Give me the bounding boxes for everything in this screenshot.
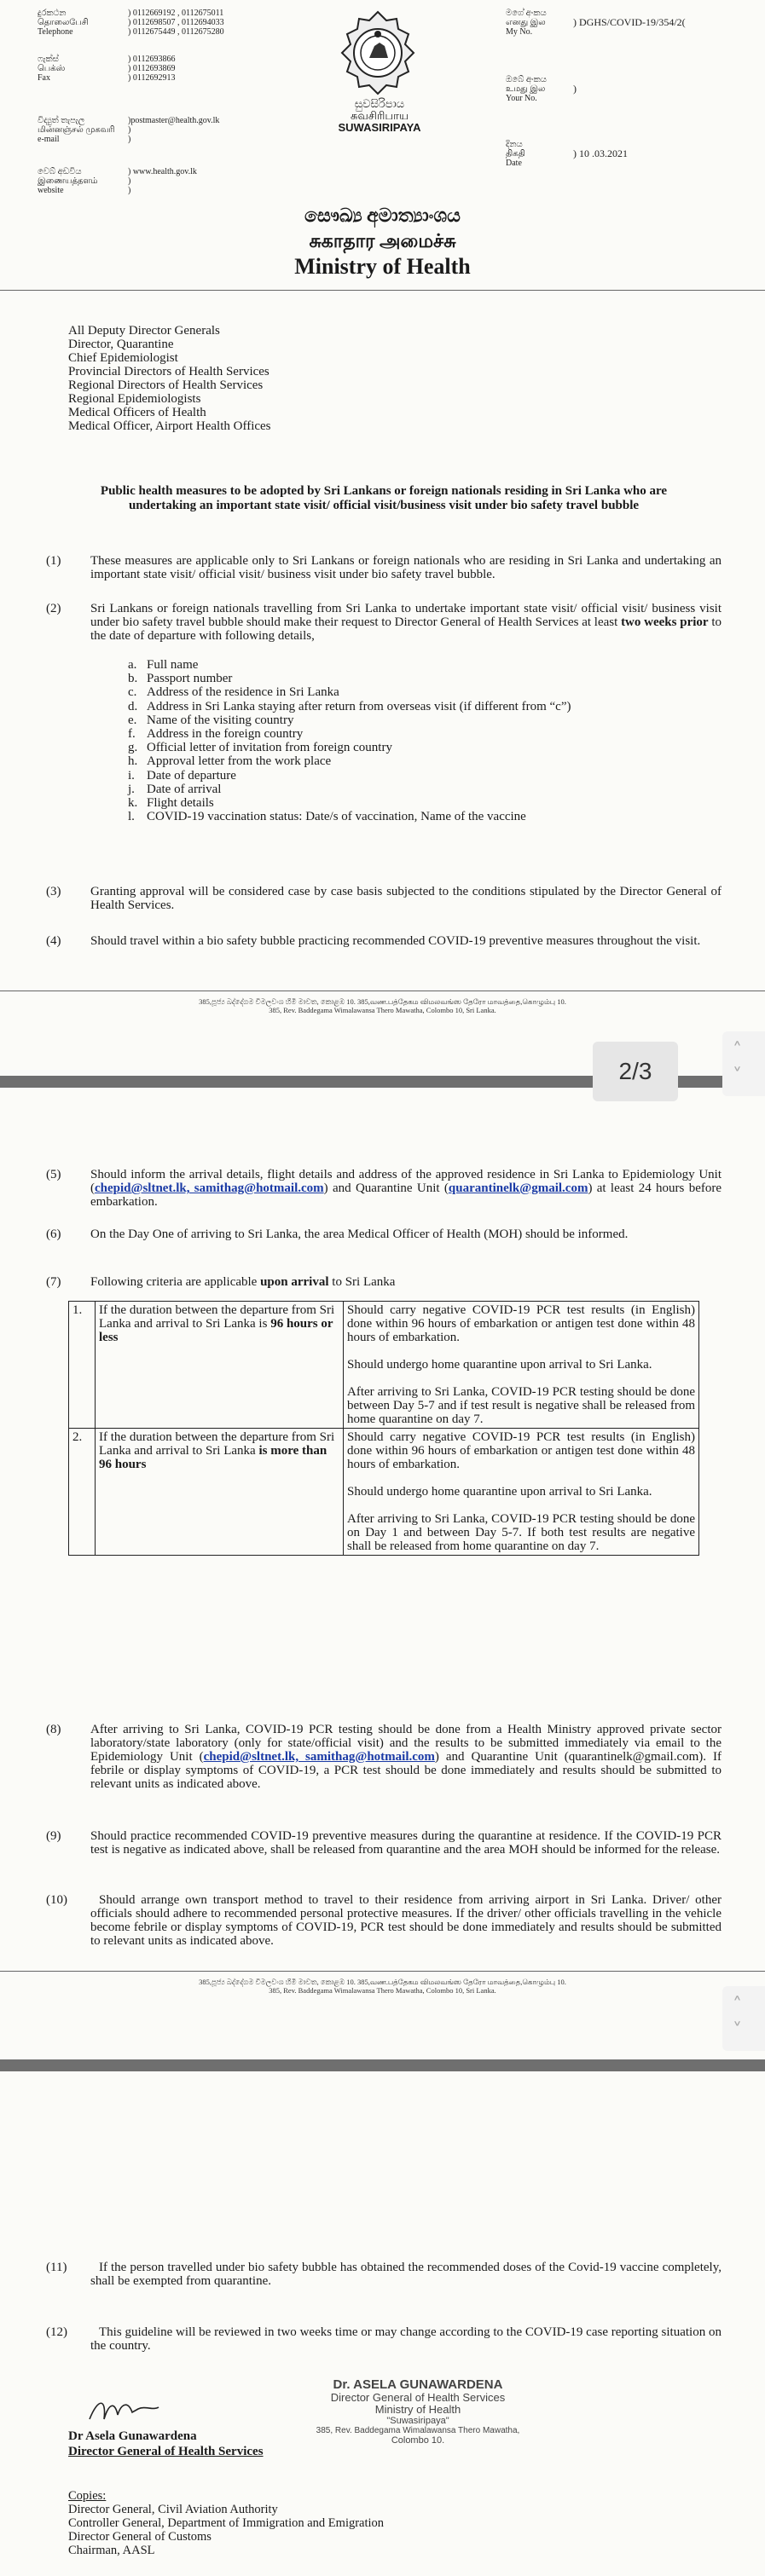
list-item: [128, 796, 571, 810]
reference-label: Date: [506, 159, 522, 168]
caption-en: SUWASIRIPAYA: [338, 121, 421, 134]
stamp-line: Colombo 10.: [391, 2435, 445, 2446]
contact-value: ) www.health.gov.lk: [128, 167, 197, 176]
list-item-key: c.: [128, 685, 137, 700]
criteria-table: [68, 1301, 699, 1556]
list-item: [128, 685, 571, 699]
para-num: (5): [46, 1168, 61, 1181]
paragraph-5: [46, 1168, 722, 1209]
stamp-line: Dr. ASELA GUNAWARDENA: [333, 2377, 503, 2392]
list-item-key: j.: [128, 782, 135, 796]
para-text: This guideline will be reviewed in two weeks time or may change according to the COVID-19 case reporting situation on the country.: [90, 2325, 722, 2353]
copy-recipient: Controller General, Department of Immigration and Emigration: [68, 2516, 385, 2530]
list-item-value: Official letter of invitation from foreign country: [147, 741, 392, 755]
copies-list: [68, 2503, 384, 2557]
para-text: to the date of departure with following details,: [90, 615, 722, 643]
list-item-key: d.: [128, 699, 138, 713]
contact-label: தொலைபேசி: [38, 18, 89, 27]
para-num: (4): [46, 934, 61, 948]
list-item: [128, 783, 571, 796]
list-item-key: h.: [128, 754, 138, 769]
addressee-list: [68, 324, 271, 433]
list-item: [128, 810, 571, 823]
list-item: [128, 741, 571, 754]
list-item-value: Passport number: [147, 672, 233, 686]
para-num: (12): [46, 2325, 67, 2339]
list-item: [128, 713, 571, 727]
addressee: All Deputy Director Generals: [68, 324, 220, 338]
page-nav-controls: [722, 1031, 765, 1096]
requirement-text: After arriving to Sri Lanka, COVID-19 PCR testing should be done on Day 1 and between Day 5-7. If both test results are negative shall be released from home quarantine on day 7.: [347, 1512, 695, 1553]
emblem-caption: [324, 98, 435, 134]
list-item-key: b.: [128, 672, 138, 686]
list-item-value: Approval letter from the work place: [147, 754, 332, 769]
paragraph-3: [46, 885, 722, 912]
para-num: (11): [46, 2261, 67, 2274]
contact-label: மின்னஞ்சல் முகவரி: [38, 125, 115, 135]
list-item-key: e.: [128, 713, 137, 727]
contact-value: ) 0112693866: [128, 55, 176, 64]
reference-label: Your No.: [506, 94, 537, 103]
paragraph-8: [46, 1723, 722, 1791]
paragraph-11: [46, 2261, 722, 2288]
requirement-text: Should undergo home quarantine upon arrival to Sri Lanka.: [347, 1358, 652, 1372]
reference-label: உமது இல: [506, 84, 546, 94]
para-text: Should travel within a bio safety bubble practicing recommended COVID-19 preventive measures throughout the visit.: [90, 934, 701, 948]
para-text: ) and Quarantine Unit (: [323, 1181, 449, 1195]
chevron-up-icon[interactable]: ˄: [733, 1040, 742, 1061]
footer-line-1: 385,පූජ්‍ය බද්දේගම විමලවංශ හිමි මාවත, කොළඹ 10. 385,வண.பத்தேகம விமலவங்ஸ தேரோ மாவத்தை,கொழும்பு 10.: [199, 1978, 566, 1986]
list-item-value: COVID-19 vaccination status: Date/s of vaccination, Name of the vaccine: [147, 810, 526, 824]
para-text: If the person travelled under bio safety bubble has obtained the recommended doses of the Covid-19 vaccine completely, shall be exempted from quarantine.: [90, 2261, 722, 2288]
list-item-value: Full name: [147, 658, 199, 672]
table-row: [69, 1302, 699, 1429]
reference-label: මගේ අංකය: [506, 9, 547, 18]
para-num: (10): [46, 1893, 67, 1907]
reference-label: ඔබේ අංකය: [506, 75, 547, 84]
page-indicator: 2/3: [593, 1042, 678, 1101]
contact-label: Fax: [38, 73, 50, 83]
condition-emphasis: is more than 96 hours: [99, 1444, 327, 1471]
reference-value: ) 10 .03.2021: [573, 147, 628, 159]
list-item-key: f.: [128, 727, 136, 742]
reference-label: எனது இல: [506, 18, 546, 27]
para-text: Should arrange own transport method to travel to their residence from arriving airport in Sri Lanka. Driver/ other officials should adhere to recommended personal protective measures. If the driver/ other officials travelling in the vehicle become febrile or display symptoms of COVID-19, PCR test should be done immediately and results should be submitted to relevant units as indicated above.: [90, 1893, 722, 1948]
copies-block: [68, 2489, 384, 2557]
contact-label: இணையத்தளம்: [38, 176, 98, 186]
contact-value: ): [128, 125, 131, 135]
stamp-line: Director General of Health Services: [330, 2391, 506, 2404]
para-text: ) and Quarantine Unit (quarantinelk@gmail.com). If febrile or display symptoms of COVID-19, a PCR test should be done immediately and results should be submitted to relevant units as indicated above.: [90, 1750, 722, 1791]
para-text: to Sri Lanka: [328, 1275, 396, 1289]
contact-value: ): [128, 135, 131, 144]
letter-page-1: [0, 0, 765, 1076]
addressee: Director, Quarantine: [68, 338, 174, 351]
contact-label: website: [38, 186, 64, 195]
contact-value: ) 0112698507 , 0112694033: [128, 18, 224, 27]
para-text: After arriving to Sri Lanka, COVID-19 PCR testing should be done from a Health Ministry approved private sector laboratory/state laboratory (only for state/official visit) and the results to be submitted immediately via email to the Epidemiology Unit (: [90, 1723, 722, 1764]
contact-value: ) 0112675449 , 0112675280: [128, 27, 224, 37]
signatory-title: Director General of Health Services: [68, 2445, 264, 2458]
list-item: [128, 658, 571, 672]
addressee: Provincial Directors of Health Services: [68, 365, 269, 378]
copy-recipient: Director General of Customs: [68, 2530, 212, 2544]
paragraph-7: [46, 1275, 722, 1289]
addressee: Chief Epidemiologist: [68, 351, 178, 365]
epidemiology-email-link[interactable]: chepid@sltnet.lk, samithag@hotmail.com: [203, 1750, 435, 1764]
official-stamp: [307, 2378, 529, 2446]
paragraph-2: [46, 602, 722, 643]
para-num: (2): [46, 602, 61, 615]
contact-label: විද්‍යුත් තැපැල: [38, 116, 85, 125]
list-item-value: Date of arrival: [147, 782, 222, 796]
para-emphasis: two weeks prior: [621, 615, 709, 629]
chevron-down-icon[interactable]: ˅: [733, 1066, 742, 1087]
contact-label: ෆැක්ස්: [38, 55, 59, 64]
para-emphasis: upon arrival: [260, 1275, 329, 1289]
copies-label: Copies:: [68, 2489, 107, 2503]
paragraph-6: [46, 1227, 722, 1241]
letter-page-2: [0, 1088, 765, 2059]
para-num: (9): [46, 1829, 61, 1843]
ministry-name-si: සෞඛ්‍ය අමාත්‍යාංශය: [304, 205, 461, 226]
paragraph-4: [46, 934, 722, 948]
requirement-text: Should undergo home quarantine upon arrival to Sri Lanka.: [347, 1485, 652, 1499]
footer-line-2: 385, Rev. Baddegama Wimalawansa Thero Mawatha, Colombo 10, Sri Lanka.: [269, 1986, 496, 1995]
criteria-condition: [96, 1429, 344, 1556]
subject-heading: Public health measures to be adopted by Sri Lankans or foreign nationals residing in Sri Lanka who are undertaking an important state visit/ official visit/business visit under bio safety travel bubble: [100, 484, 668, 512]
letter-page-3: [0, 2071, 765, 2576]
para-text: ) at least 24 hours before embarkation.: [90, 1181, 722, 1209]
para-num: (7): [46, 1275, 61, 1289]
reference-value: ): [573, 83, 577, 95]
para-text: On the Day One of arriving to Sri Lanka, the area Medical Officer of Health (MOH) should be informed.: [90, 1227, 629, 1241]
footer-line-1: 385,පූජ්‍ය බද්දේගම විමලවංශ හිමි මාවත, කොළඹ 10. 385,வண.பத்தேகம விமலவங்ஸ தேரோ மாவத்தை,கொழும்பு 10.: [199, 997, 566, 1006]
addressee: Medical Officer, Airport Health Offices: [68, 419, 271, 433]
paragraph-1: [46, 554, 722, 581]
list-item-value: Address in the foreign country: [147, 727, 304, 742]
page-footer: [0, 1978, 765, 1995]
chevron-up-icon[interactable]: ˄: [733, 1995, 742, 2016]
contact-value: ) 0112692913: [128, 73, 176, 83]
header-divider: [0, 290, 765, 291]
list-item-value: Address of the residence in Sri Lanka: [147, 685, 339, 700]
paragraph-12: [46, 2325, 722, 2353]
condition-text: If the duration between the departure from Sri Lanka and arrival to Sri Lanka: [99, 1430, 335, 1458]
list-item-key: i.: [128, 768, 135, 783]
stamp-line: 385, Rev. Baddegama Wimalawansa Thero Mawatha,: [316, 2426, 520, 2435]
footer-divider: [0, 1971, 765, 1972]
national-emblem-icon: [337, 9, 419, 97]
criteria-number: 2.: [69, 1429, 96, 1556]
caption-si: සුවසිරිපාය: [354, 97, 405, 110]
epidemiology-email-link[interactable]: chepid@sltnet.lk, samithag@hotmail.com: [95, 1181, 324, 1195]
list-item: [128, 700, 571, 713]
reference-label: දිනය: [506, 140, 523, 149]
para-num: (3): [46, 885, 61, 898]
ministry-name-en: Ministry of Health: [294, 254, 471, 279]
para-text: Should practice recommended COVID-19 preventive measures during the quarantine at residence. If the COVID-19 PCR test is negative as indicated above, shall be released from quarantine and the area MOH should be informed for the release.: [90, 1829, 722, 1857]
contact-label: දුරකථන: [38, 9, 67, 18]
signatory-name: Dr Asela Gunawardena: [68, 2429, 197, 2443]
footer-line-2: 385, Rev. Baddegama Wimalawansa Thero Mawatha, Colombo 10, Sri Lanka.: [269, 1006, 496, 1014]
copy-recipient: Chairman, AASL: [68, 2544, 155, 2557]
list-item-value: Date of departure: [147, 768, 236, 783]
criteria-requirements: [344, 1302, 699, 1429]
list-item-value: Name of the visiting country: [147, 713, 294, 727]
addressee: Medical Officers of Health: [68, 406, 206, 419]
para-text: Sri Lankans or foreign nationals travelling from Sri Lanka to undertake important state visit/ official visit/ business visit under bio safety travel bubble should make their request to Director General of Health Services at least: [90, 602, 722, 629]
list-item: [128, 672, 571, 685]
para-text: Should inform the arrival details, flight details and address of the approved residence in Sri Lanka to Epidemiology Unit (: [90, 1168, 722, 1195]
signature-scribble: [85, 2394, 162, 2428]
list-item: [128, 754, 571, 768]
table-row: [69, 1429, 699, 1556]
condition-emphasis: 96 hours or less: [99, 1317, 333, 1344]
contact-label: Telephone: [38, 27, 73, 37]
requirement-text: Should carry negative COVID-19 PCR test results (in English) done within 96 hours of embarkation or antigen test done within 48 hours of embarkation.: [347, 1430, 695, 1471]
para-num: (8): [46, 1723, 61, 1736]
criteria-requirements: [344, 1429, 699, 1556]
para-text: Following criteria are applicable: [90, 1275, 261, 1289]
contact-value: )postmaster@health.gov.lk: [128, 116, 220, 125]
condition-text: If the duration between the departure from Sri Lanka and arrival to Sri Lanka is: [99, 1303, 335, 1331]
quarantine-email-link[interactable]: quarantinelk@gmail.com: [448, 1181, 588, 1195]
contact-value: ) 0112693869: [128, 64, 176, 73]
chevron-down-icon[interactable]: ˅: [733, 2020, 742, 2042]
list-item-key: k.: [128, 796, 138, 811]
reference-label: திகதி: [506, 149, 525, 159]
paragraph-9: [46, 1829, 722, 1857]
contact-value: ) 0112669192 , 0112675011: [128, 9, 224, 18]
contact-label: වෙබ් අඩවිය: [38, 167, 82, 176]
para-num: (1): [46, 554, 61, 568]
list-item: [128, 769, 571, 783]
ministry-name-ta: சுகாதார அமைச்சு: [309, 230, 456, 251]
list-item: [128, 727, 571, 741]
stamp-line: "Suwasiripaya": [386, 2416, 449, 2426]
list-item-key: l.: [128, 810, 135, 824]
contact-value: ): [128, 186, 131, 195]
criteria-condition: [96, 1302, 344, 1429]
contact-label: e-mail: [38, 135, 60, 144]
list-item-value: Address in Sri Lanka staying after return from overseas visit (if different from “c”): [147, 699, 571, 713]
page-nav-controls: [722, 1986, 765, 2051]
list-item-key: g.: [128, 741, 138, 755]
caption-ta: சுவசிரிபாய: [350, 109, 409, 122]
requirement-text: Should carry negative COVID-19 PCR test results (in English) done within 96 hours of embarkation or antigen test done within 48 hours of embarkation.: [347, 1303, 695, 1344]
requirement-text: After arriving to Sri Lanka, COVID-19 PCR testing should be done between Day 5-7 and if test result is negative shall be released from home quarantine on day 7.: [347, 1385, 695, 1426]
paragraph-10: [46, 1893, 722, 1948]
list-item-value: Flight details: [147, 796, 214, 811]
para-text: Granting approval will be considered case by case basis subjected to the conditions stipulated by the Director General of Health Services.: [90, 885, 722, 912]
addressee: Regional Directors of Health Services: [68, 378, 264, 392]
details-list: [128, 658, 571, 823]
stamp-line: Ministry of Health: [374, 2403, 461, 2416]
reference-label: My No.: [506, 27, 533, 37]
list-item-key: a.: [128, 658, 137, 672]
para-text: These measures are applicable only to Sri Lankans or foreign nationals who are residing in Sri Lanka and undertaking an important state visit/ official visit/ business visit under bio safety travel bubble.: [90, 554, 722, 581]
addressee: Regional Epidemiologists: [68, 392, 201, 406]
reference-value: ) DGHS/COVID-19/354/2(: [573, 16, 686, 28]
contact-label: பெக்ஸ்: [38, 64, 66, 73]
para-num: (6): [46, 1227, 61, 1241]
contact-value: ): [128, 176, 131, 186]
criteria-number: 1.: [69, 1302, 96, 1429]
copy-recipient: Director General, Civil Aviation Authority: [68, 2503, 278, 2516]
page-footer: [0, 997, 765, 1014]
